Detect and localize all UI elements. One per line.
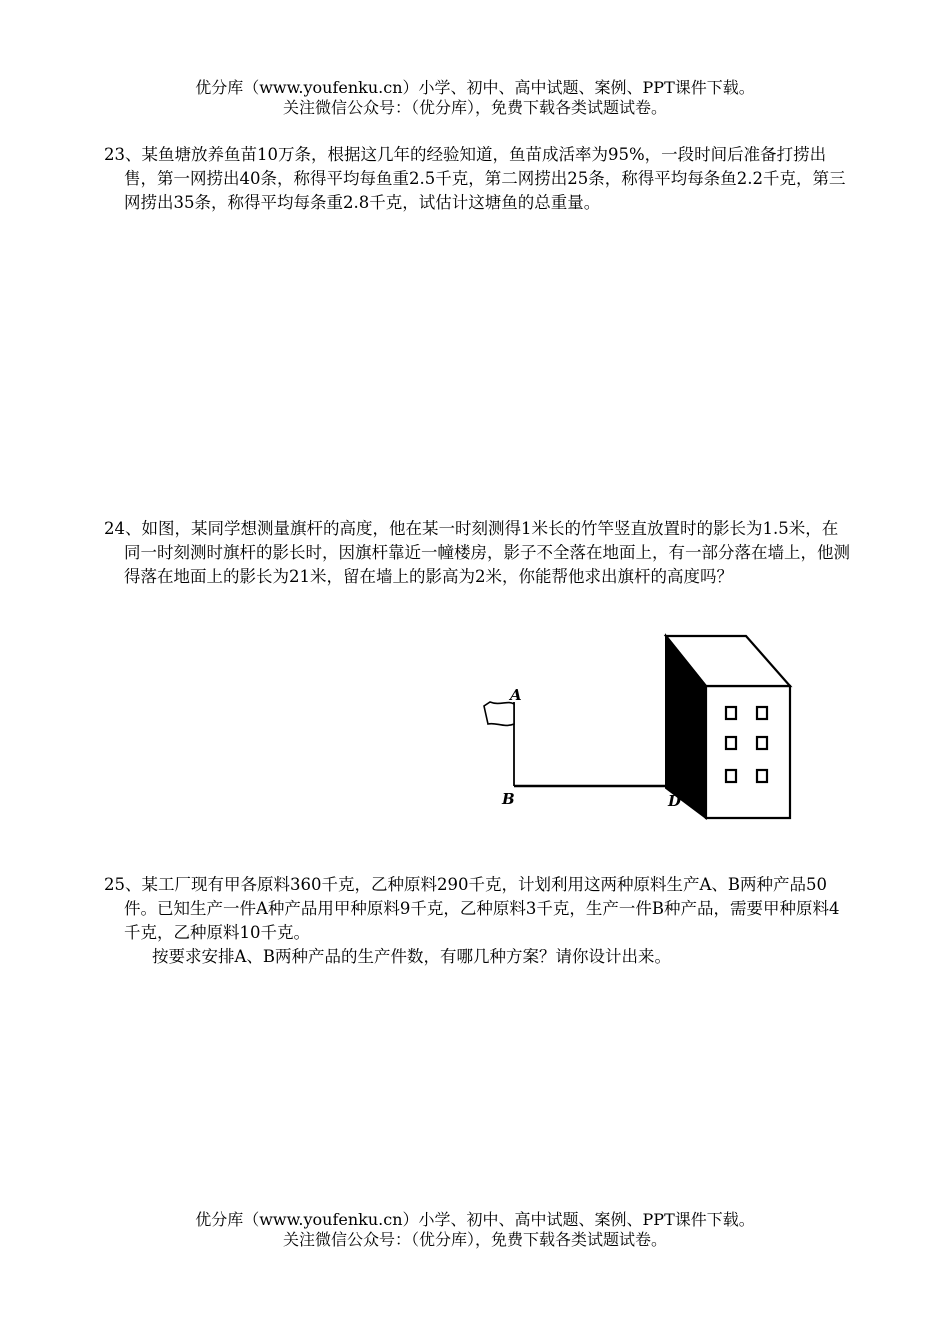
flagpole-building-figure — [470, 620, 810, 820]
window — [726, 737, 736, 749]
question-25 — [104, 873, 854, 969]
header-line-2: 关注微信公众号：（优分库），免费下载各类试题试卷。 — [282, 98, 667, 117]
label-d: D — [668, 792, 682, 810]
window — [757, 770, 767, 782]
header-line-1: 优分库（www.youfenku.cn）小学、初中、高中试题、案例、PPT课件下载。 — [195, 78, 755, 97]
question-25-text: 25、某工厂现有甲各原料360千克，乙种原料290千克，计划利用这两种原料生产A、B两种产品50件。已知生产一件A种产品用甲种原料9千克，乙种原料3千克，生产一件B种产品，需要甲种原料4千克，乙种原料10千克。 — [104, 875, 840, 942]
building-front-face — [706, 686, 790, 818]
question-24-text: 24、如图，某同学想测量旗杆的高度，他在某一时刻测得1米长的竹竿竖直放置时的影长为1.5米，在同一时刻测时旗杆的影长时，因旗杆靠近一幢楼房，影子不全落在地面上，有一部分落在墙上，他测得落在地面上的影长为21米，留在墙上的影高为2米，你能帮他求出旗杆的高度吗？ — [104, 519, 850, 586]
page-footer — [0, 1210, 950, 1250]
window — [726, 770, 736, 782]
window — [757, 737, 767, 749]
window — [726, 707, 736, 719]
question-25-subtext: 按要求安排A、B两种产品的生产件数，有哪几种方案？请你设计出来。 — [152, 947, 672, 966]
question-23-text: 23、某鱼塘放养鱼苗10万条，根据这几年的经验知道，鱼苗成活率为95%，一段时间后准备打捞出售，第一网捞出40条，称得平均每鱼重2.5千克，第二网捞出25条，称得平均每条鱼2.2千克，第三网捞出35条，称得平均每条重2.8千克，试估计这塘鱼的总重量。 — [104, 145, 846, 212]
window — [757, 707, 767, 719]
page-header — [0, 78, 950, 118]
question-24 — [104, 517, 854, 589]
footer-line-2: 关注微信公众号：（优分库），免费下载各类试题试卷。 — [282, 1230, 667, 1249]
question-23 — [104, 143, 854, 215]
footer-line-1: 优分库（www.youfenku.cn）小学、初中、高中试题、案例、PPT课件下载。 — [195, 1210, 755, 1229]
label-b: B — [502, 790, 515, 808]
flag-icon — [484, 702, 514, 725]
label-a: A — [510, 686, 522, 704]
